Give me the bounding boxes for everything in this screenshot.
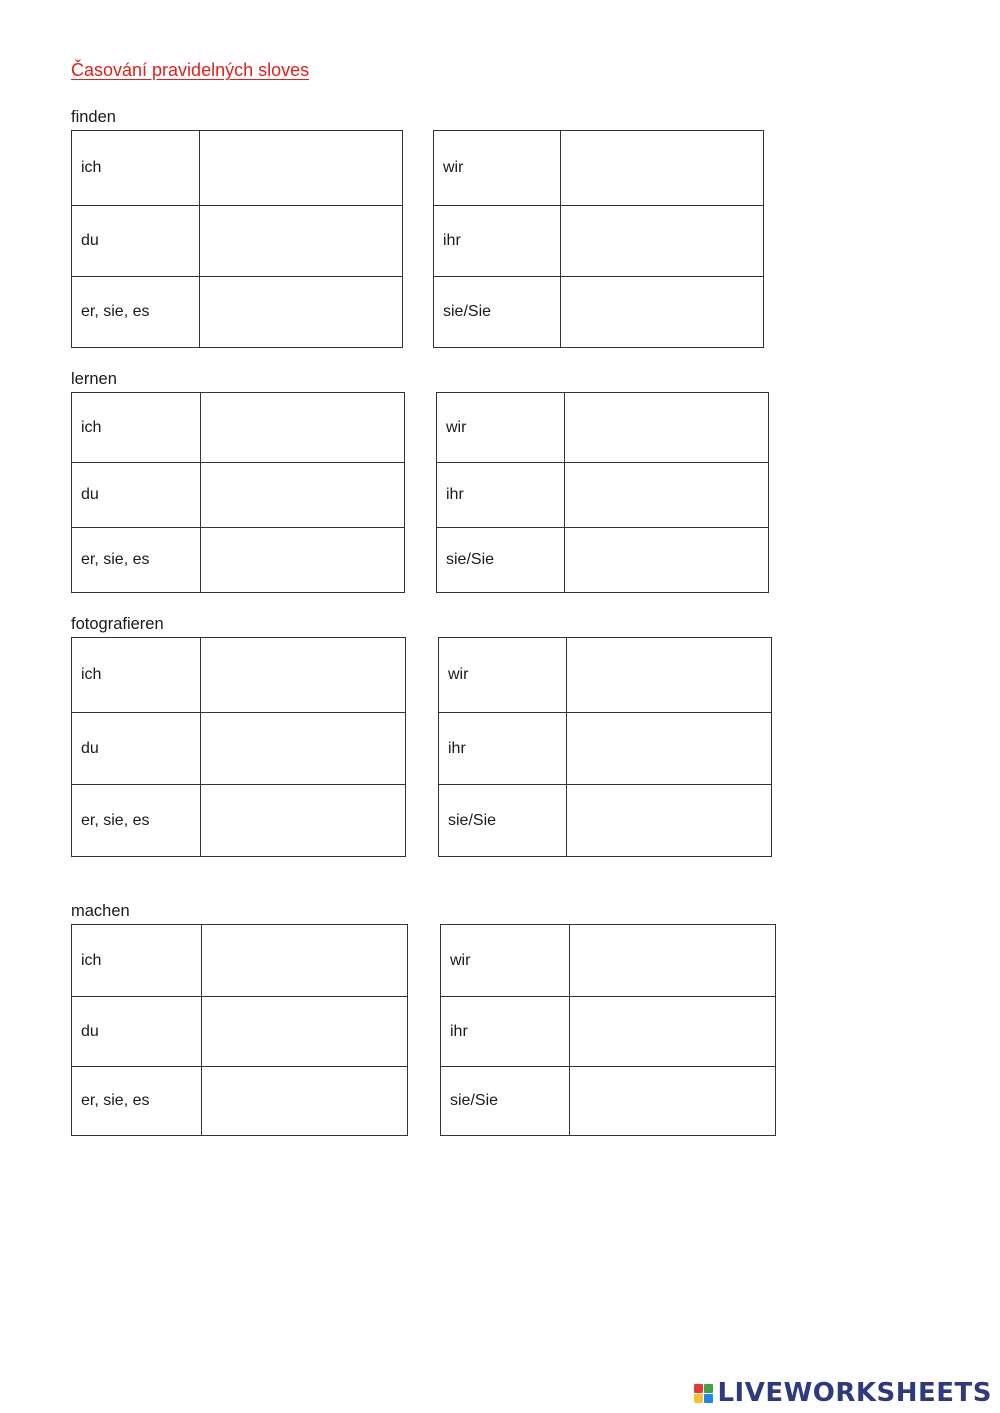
logo-square-green xyxy=(704,1384,713,1393)
finden-wir-input[interactable] xyxy=(561,159,763,177)
pronoun-er-sie-es: er, sie, es xyxy=(72,277,200,348)
answer-cell[interactable] xyxy=(200,131,403,206)
pronoun-er-sie-es: er, sie, es xyxy=(72,785,201,857)
lernen-ich-input[interactable] xyxy=(201,419,404,437)
pronoun-ihr: ihr xyxy=(434,206,561,277)
answer-cell[interactable] xyxy=(202,1067,408,1136)
lernen-singular-table xyxy=(71,392,405,593)
verb-label-machen: machen xyxy=(71,902,130,920)
pronoun-ich: ich xyxy=(72,925,202,997)
answer-cell[interactable] xyxy=(200,206,403,277)
pronoun-du: du xyxy=(72,463,201,528)
pronoun-ich: ich xyxy=(72,638,201,713)
machen-er-input[interactable] xyxy=(202,1092,407,1110)
lernen-ihr-input[interactable] xyxy=(565,486,768,504)
verb-label-finden: finden xyxy=(71,108,116,126)
machen-sie-input[interactable] xyxy=(570,1092,775,1110)
pronoun-sie-formal: sie/Sie xyxy=(437,528,565,593)
answer-cell[interactable] xyxy=(567,785,772,857)
pronoun-du: du xyxy=(72,206,200,277)
verb-label-fotografieren: fotografieren xyxy=(71,615,164,633)
pronoun-ihr: ihr xyxy=(439,713,567,785)
answer-cell[interactable] xyxy=(565,528,769,593)
liveworksheets-logo-icon xyxy=(694,1384,713,1403)
pronoun-ich: ich xyxy=(72,131,200,206)
answer-cell[interactable] xyxy=(561,277,764,348)
pronoun-wir: wir xyxy=(439,638,567,713)
answer-cell[interactable] xyxy=(570,1067,776,1136)
machen-ihr-input[interactable] xyxy=(570,1023,775,1041)
lernen-er-input[interactable] xyxy=(201,551,404,569)
pronoun-sie-formal: sie/Sie xyxy=(434,277,561,348)
answer-cell[interactable] xyxy=(201,463,405,528)
fotografieren-sie-input[interactable] xyxy=(567,812,771,830)
logo-square-red xyxy=(694,1384,703,1393)
verb-label-lernen: lernen xyxy=(71,370,117,388)
fotografieren-ihr-input[interactable] xyxy=(567,740,771,758)
answer-cell[interactable] xyxy=(567,638,772,713)
answer-cell[interactable] xyxy=(202,997,408,1067)
fotografieren-ich-input[interactable] xyxy=(201,666,405,684)
lernen-plural-table xyxy=(436,392,769,593)
fotografieren-wir-input[interactable] xyxy=(567,666,771,684)
pronoun-wir: wir xyxy=(434,131,561,206)
answer-cell[interactable] xyxy=(201,393,405,463)
liveworksheets-watermark xyxy=(694,1378,992,1408)
machen-wir-input[interactable] xyxy=(570,952,775,970)
finden-sie-input[interactable] xyxy=(561,303,763,321)
answer-cell[interactable] xyxy=(202,925,408,997)
answer-cell[interactable] xyxy=(201,785,406,857)
pronoun-ihr: ihr xyxy=(441,997,570,1067)
answer-cell[interactable] xyxy=(201,713,406,785)
machen-plural-table xyxy=(440,924,776,1136)
pronoun-er-sie-es: er, sie, es xyxy=(72,528,201,593)
answer-cell[interactable] xyxy=(201,528,405,593)
machen-du-input[interactable] xyxy=(202,1023,407,1041)
pronoun-sie-formal: sie/Sie xyxy=(439,785,567,857)
answer-cell[interactable] xyxy=(561,206,764,277)
fotografieren-singular-table xyxy=(71,637,406,857)
logo-square-yellow xyxy=(694,1394,703,1403)
pronoun-wir: wir xyxy=(437,393,565,463)
pronoun-wir: wir xyxy=(441,925,570,997)
fotografieren-du-input[interactable] xyxy=(201,740,405,758)
finden-plural-table xyxy=(433,130,764,348)
machen-singular-table xyxy=(71,924,408,1136)
worksheet-title: Časování pravidelných sloves xyxy=(71,60,310,80)
answer-cell[interactable] xyxy=(561,131,764,206)
finden-er-input[interactable] xyxy=(200,303,402,321)
answer-cell[interactable] xyxy=(565,463,769,528)
logo-square-blue xyxy=(704,1394,713,1403)
answer-cell[interactable] xyxy=(200,277,403,348)
answer-cell[interactable] xyxy=(201,638,406,713)
pronoun-er-sie-es: er, sie, es xyxy=(72,1067,202,1136)
finden-ich-input[interactable] xyxy=(200,159,402,177)
finden-du-input[interactable] xyxy=(200,232,402,250)
answer-cell[interactable] xyxy=(565,393,769,463)
answer-cell[interactable] xyxy=(570,997,776,1067)
pronoun-du: du xyxy=(72,997,202,1067)
finden-ihr-input[interactable] xyxy=(561,232,763,250)
machen-ich-input[interactable] xyxy=(202,952,407,970)
lernen-sie-input[interactable] xyxy=(565,551,768,569)
fotografieren-plural-table xyxy=(438,637,772,857)
answer-cell[interactable] xyxy=(567,713,772,785)
pronoun-ich: ich xyxy=(72,393,201,463)
pronoun-du: du xyxy=(72,713,201,785)
finden-singular-table xyxy=(71,130,403,348)
watermark-text: LIVEWORKSHEETS xyxy=(717,1378,992,1408)
answer-cell[interactable] xyxy=(570,925,776,997)
lernen-wir-input[interactable] xyxy=(565,419,768,437)
pronoun-ihr: ihr xyxy=(437,463,565,528)
lernen-du-input[interactable] xyxy=(201,486,404,504)
fotografieren-er-input[interactable] xyxy=(201,812,405,830)
pronoun-sie-formal: sie/Sie xyxy=(441,1067,570,1136)
